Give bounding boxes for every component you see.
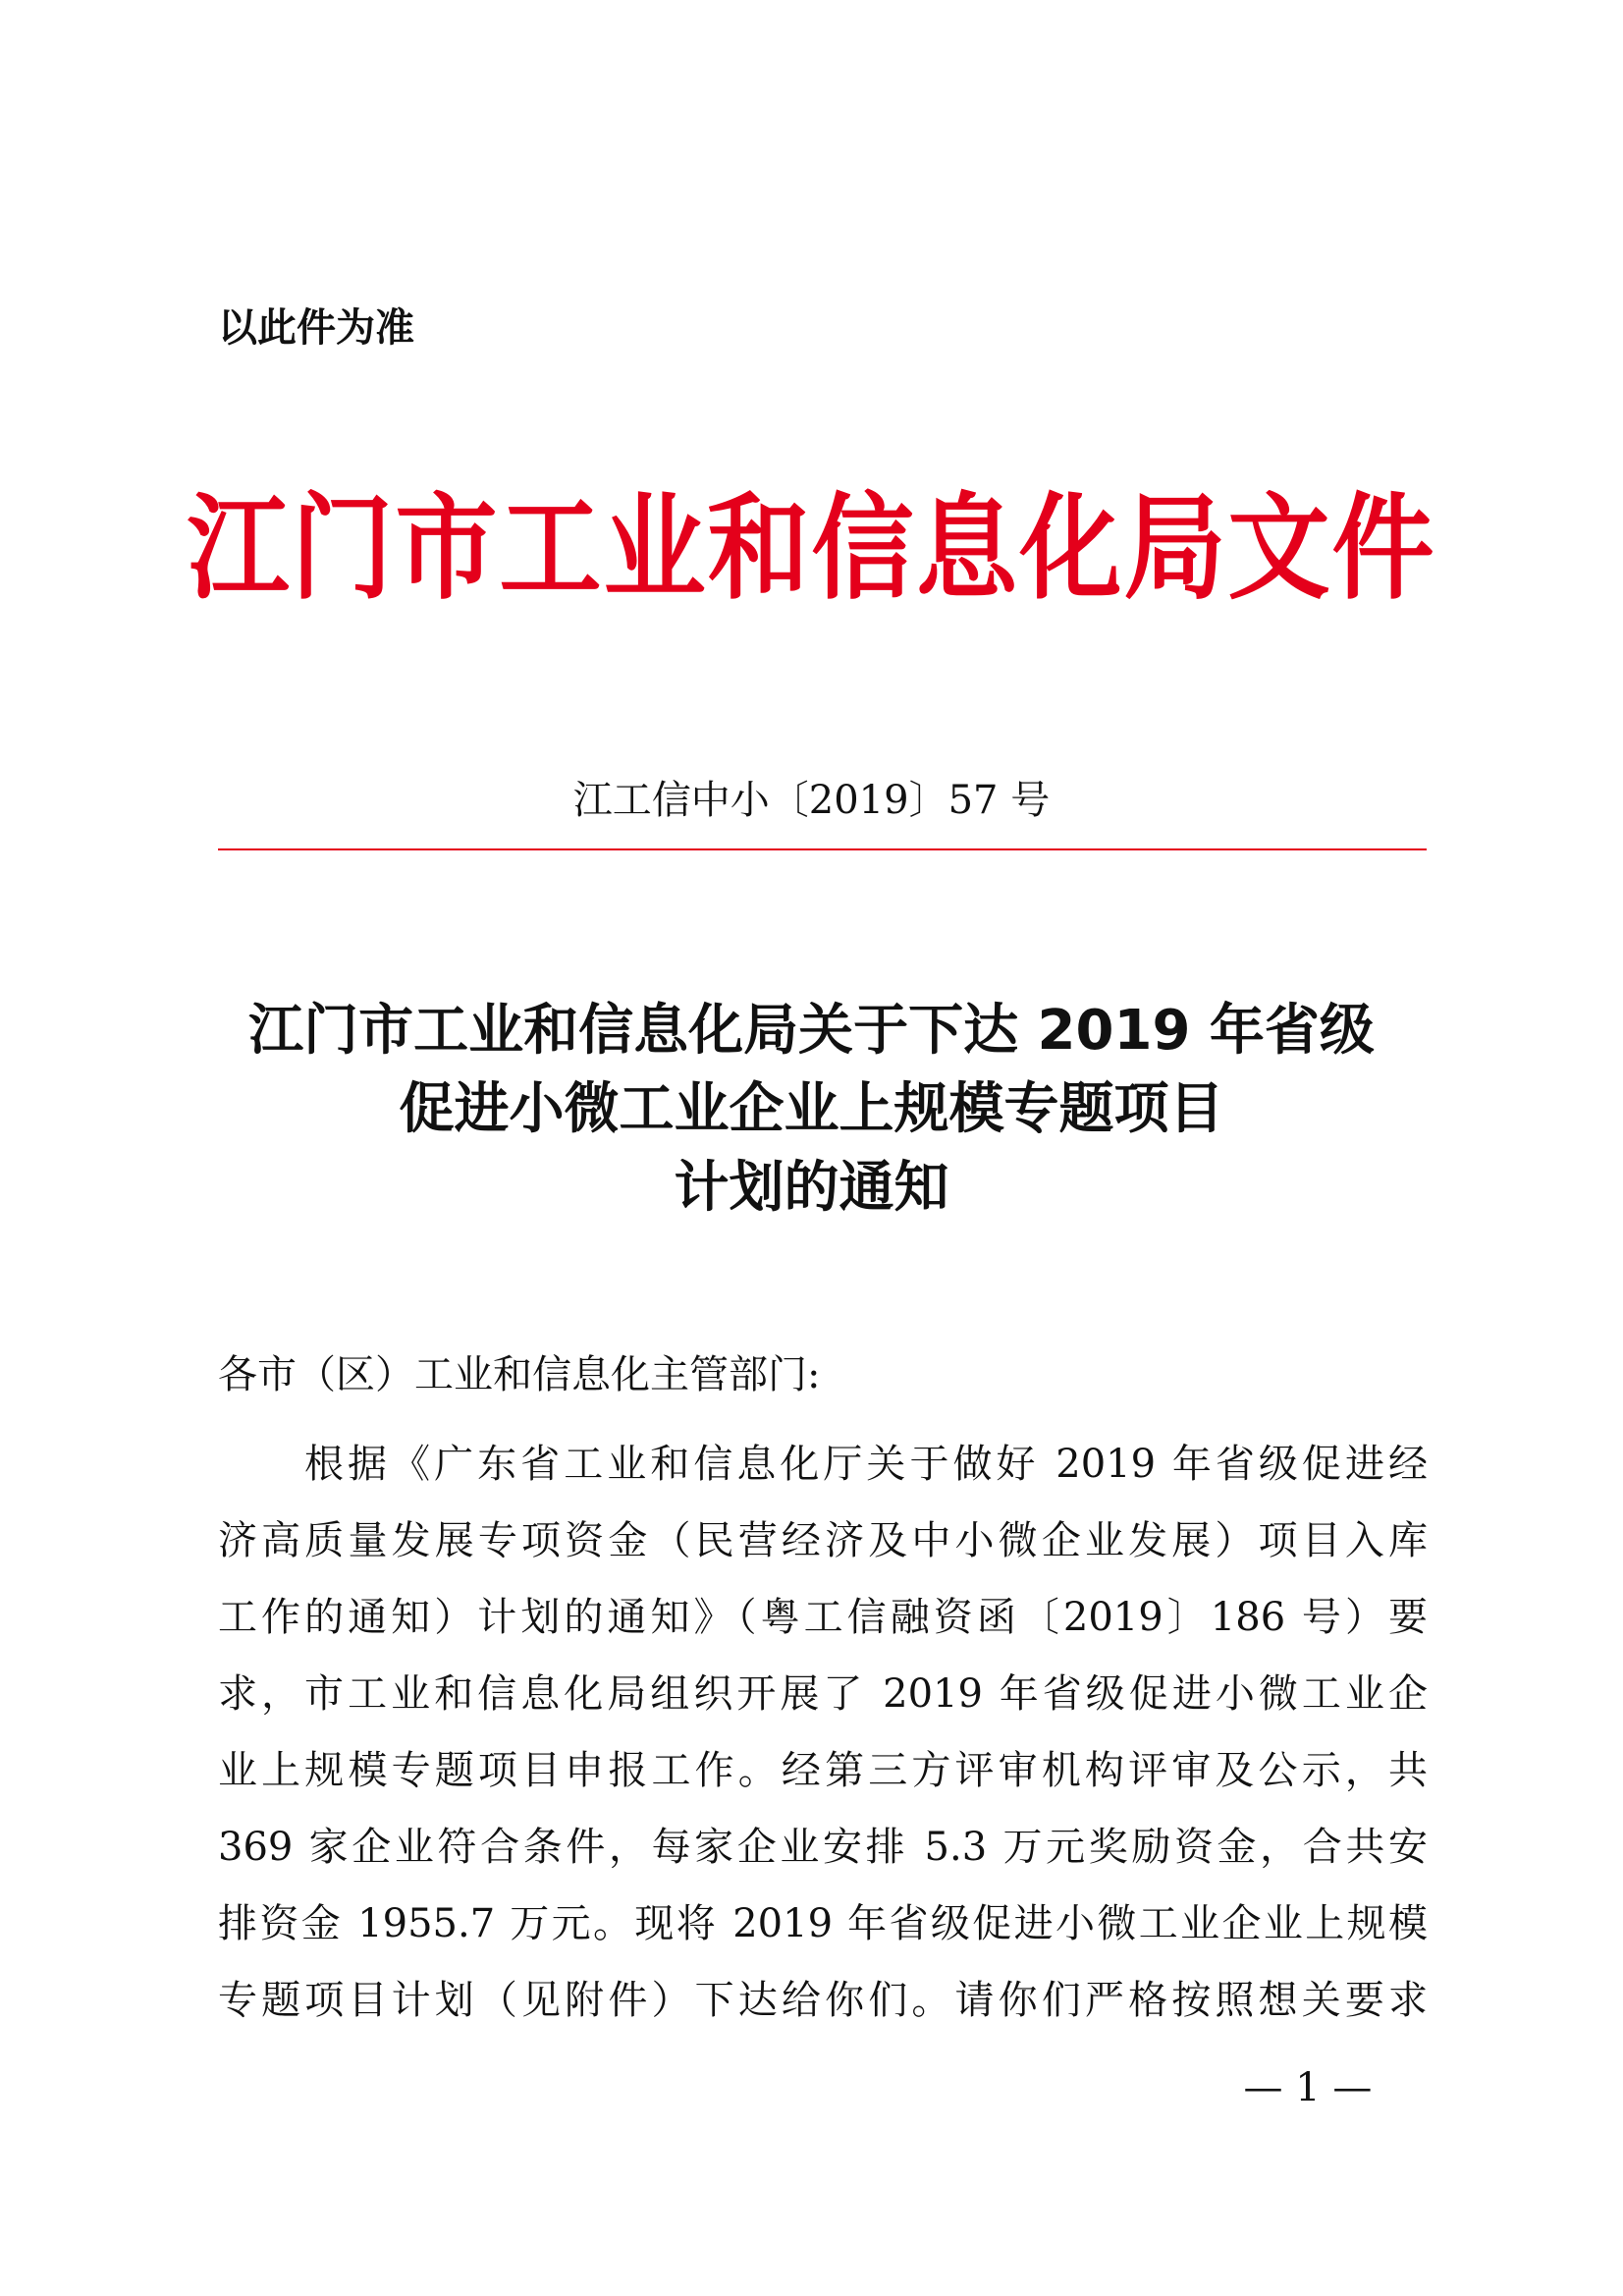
body-line: 专题项目计划（见附件）下达给你们。请你们严格按照想关要求	[218, 1978, 1428, 2023]
body-line: 工作的通知）计划的通知》（粤工信融资函〔2019〕186 号）要	[218, 1595, 1428, 1640]
body-line: 根据《广东省工业和信息化厅关于做好 2019 年省级促进经	[304, 1442, 1428, 1487]
issuer-red-header: 江门市工业和信息化局文件	[187, 479, 1436, 616]
body-line: 排资金 1955.7 万元。现将 2019 年省级促进小微工业企业上规模	[218, 1901, 1428, 1946]
document-title	[0, 992, 1623, 1228]
stamp-note: 以此件为准	[218, 305, 414, 351]
body-line: 业上规模专题项目申报工作。经第三方评审机构评审及公示，共	[218, 1748, 1428, 1793]
title-line-2: 促进小微工业企业上规模专题项目	[399, 1077, 1224, 1141]
red-separator-line	[218, 848, 1427, 850]
body-line: 济高质量发展专项资金（民营经济及中小微企业发展）项目入库	[218, 1518, 1428, 1563]
document-number: 江工信中小〔2019〕57 号	[572, 778, 1051, 823]
body-line: 369 家企业符合条件，每家企业安排 5.3 万元奖励资金，合共安	[218, 1825, 1428, 1870]
body-line: 求，市工业和信息化局组织开展了 2019 年省级促进小微工业企	[218, 1671, 1428, 1717]
title-line-1: 江门市工业和信息化局关于下达 2019 年省级	[248, 999, 1375, 1063]
salutation: 各市（区）工业和信息化主管部门:	[218, 1352, 821, 1397]
body-text	[218, 1426, 1428, 2039]
title-line-3: 计划的通知	[674, 1156, 949, 1220]
page-number: — 1 —	[1243, 2065, 1373, 2110]
